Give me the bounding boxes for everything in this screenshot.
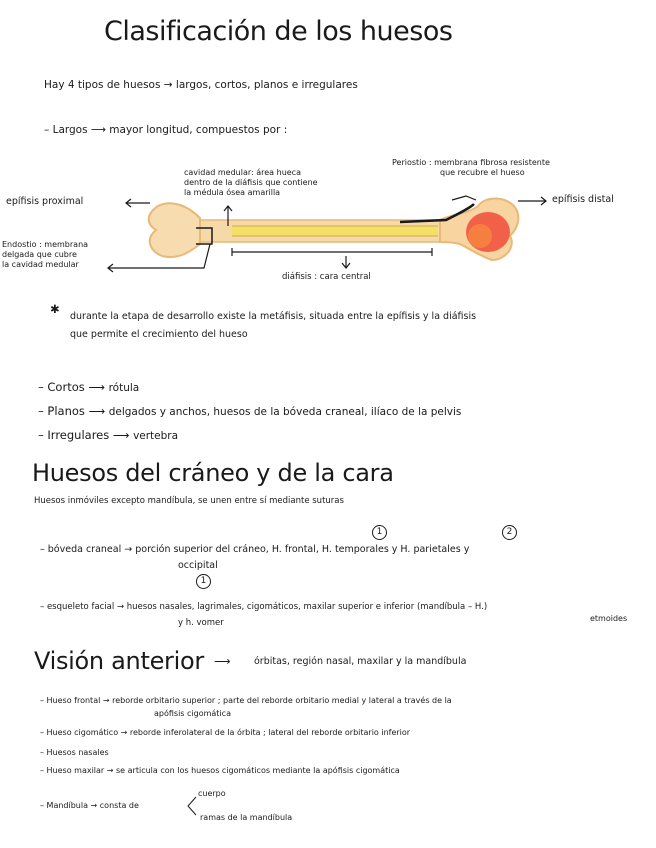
intro-text: Hay 4 tipos de huesos → largos, cortos, planos e irregulares [44, 79, 358, 91]
page-title: Clasificación de los huesos [104, 16, 453, 47]
note-star: ✱ [50, 302, 60, 316]
vision-item-frontal-cont: apófisis cigomática [154, 709, 231, 718]
label-epifisis-distal: epífisis distal [552, 194, 614, 205]
facial-etmoides: etmoides [590, 614, 628, 623]
label-cavidad-medular: cavidad medular: área hueca dentro de la diáfisis que contiene la médula ósea amarilla [184, 168, 318, 197]
craneo-title: Huesos del cráneo y de la cara [32, 459, 394, 487]
mark-frontal: 1 [372, 525, 387, 540]
label-epifisis-proximal: epífisis proximal [6, 196, 84, 207]
mandibula-cuerpo: cuerpo [198, 789, 226, 798]
boveda-line2: occipital [178, 560, 218, 571]
marrow-cavity [232, 226, 438, 236]
mark-occipital: 1 [196, 574, 211, 589]
label-diafisis: diáfisis : cara central [282, 272, 371, 282]
boveda-line1: – bóveda craneal → porción superior del cráneo, H. frontal, H. temporales y H. parietales y [40, 544, 470, 555]
type-cortos: – Cortos ⟶ rótula [38, 380, 140, 394]
vision-item-nasales: – Huesos nasales [40, 748, 109, 757]
long-bone-diagram [0, 0, 656, 300]
vision-title: Visión anterior [34, 647, 204, 675]
note-text: durante la etapa de desarrollo existe la metáfisis, situada entre la epífisis y la diáfisis que permite el crecimiento del hueso [70, 311, 477, 340]
mark-parietales: 2 [502, 525, 517, 540]
mandibula-ramas: ramas de la mandíbula [200, 813, 293, 822]
facial-line1: – esqueleto facial → huesos nasales, lagrimales, cigomáticos, maxilar superior e inferior (mandíbula – H.) [40, 602, 488, 612]
facial-line2: y h. vomer [178, 618, 224, 628]
label-periostio: Periostio : membrana fibrosa resistente que recubre el hueso [392, 158, 550, 177]
label-endostio: Endostio : membrana delgada que cubre la cavidad medular [2, 240, 89, 269]
proximal-epiphysis [149, 203, 200, 257]
vision-desc: órbitas, región nasal, maxilar y la mandíbula [254, 656, 467, 667]
bone-types-list [38, 376, 461, 448]
vision-item-mandibula: – Mandíbula → consta de [40, 801, 139, 810]
craneo-subtitle: Huesos inmóviles excepto mandíbula, se unen entre sí mediante suturas [34, 496, 344, 506]
vision-arrow: ⟶ [214, 654, 231, 668]
vision-item-frontal: – Hueso frontal → reborde orbitario superior ; parte del reborde orbitario medial y lateral a través de la [40, 696, 452, 705]
vision-item-maxilar: – Hueso maxilar → se articula con los huesos cigomáticos mediante la apófisis cigomática [40, 766, 400, 775]
type-irregulares: – Irregulares ⟶ vertebra [38, 428, 179, 442]
largos-line: – Largos ⟶ mayor longitud, compuestos por : [44, 124, 288, 136]
vision-item-cigomatico: – Hueso cigomático → reborde inferolateral de la órbita ; lateral del reborde orbitario inferior [40, 728, 411, 737]
type-planos: – Planos ⟶ delgados y anchos, huesos de la bóveda craneal, ilíaco de la pelvis [38, 404, 462, 418]
